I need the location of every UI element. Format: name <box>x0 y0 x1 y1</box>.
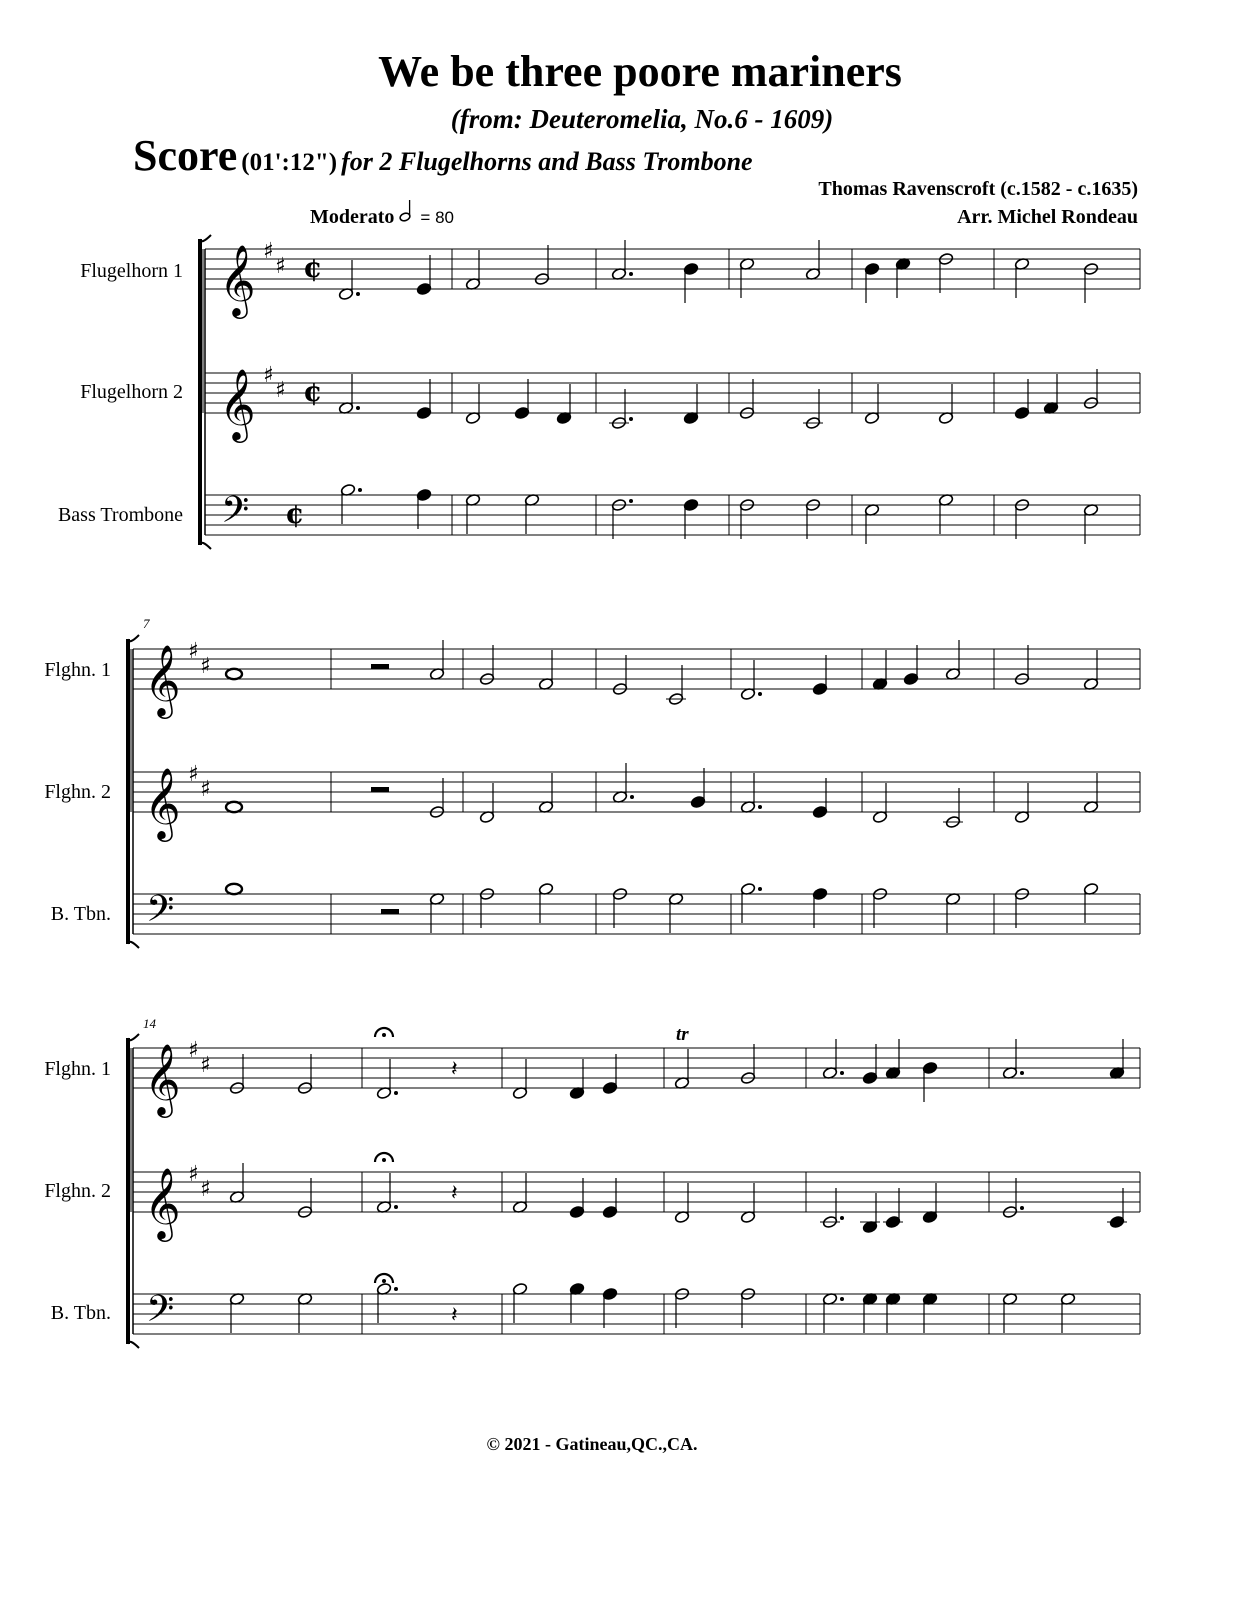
trombone-note <box>1014 498 1030 539</box>
flugelhorn2-note <box>1083 773 1099 814</box>
staff-2-1 <box>133 639 1140 719</box>
staff-3-3 <box>133 1288 1140 1339</box>
trombone-note <box>416 488 432 529</box>
flugelhorn2-note <box>812 778 828 819</box>
flugelhorn1-note <box>465 250 481 291</box>
flugelhorn1-note <box>1002 1039 1024 1080</box>
treble-clef-icon: 𝄞 <box>144 1166 181 1239</box>
system-3 <box>128 1034 1140 1348</box>
flugelhorn1-note <box>538 650 554 691</box>
sharp-icon: ♯ <box>188 1038 199 1063</box>
label-btbn-sys2: B. Tbn. <box>50 903 111 925</box>
label-flghn-1-sys3: Flghn. 1 <box>44 1058 111 1080</box>
sharp-icon: ♯ <box>200 1053 211 1078</box>
flugelhorn1-note <box>1109 1039 1125 1080</box>
flugelhorn1-note <box>822 1039 844 1080</box>
trombone-note <box>674 1287 690 1328</box>
cut-time-icon: ¢ <box>285 497 305 530</box>
staff-2-3 <box>133 888 1140 939</box>
half-rest-icon <box>381 909 399 914</box>
trombone-note <box>569 1282 585 1323</box>
dot <box>1020 1206 1024 1210</box>
measure-number-14: 14 <box>143 1016 156 1031</box>
trombone-note <box>340 483 362 524</box>
fermata-dot <box>382 1033 386 1037</box>
flugelhorn2-note <box>297 1178 313 1219</box>
flugelhorn1-note <box>376 1059 398 1100</box>
flugelhorn2-note <box>860 1193 880 1234</box>
tempo-text: Moderato <box>310 206 395 228</box>
label-flghn-2-sys3: Flghn. 2 <box>44 1180 111 1202</box>
flugelhorn2-note <box>943 788 963 829</box>
dot <box>358 488 362 492</box>
trombone-note <box>429 892 445 933</box>
treble-clef-icon: 𝄞 <box>219 367 256 440</box>
trombone-note <box>739 498 755 539</box>
dot <box>840 1071 844 1075</box>
dot <box>758 887 762 891</box>
flugelhorn2-note <box>538 773 554 814</box>
trombone-note <box>538 882 554 923</box>
flugelhorn1-note <box>569 1059 585 1100</box>
flugelhorn1-note <box>416 255 432 296</box>
flugelhorn2-note <box>416 379 432 420</box>
flugelhorn2-note <box>683 384 699 425</box>
trombone-note <box>1083 503 1099 544</box>
half-rest-icon <box>371 664 389 669</box>
trombone-note <box>1083 882 1099 923</box>
flugelhorn2-note <box>376 1173 398 1214</box>
treble-clef-icon: 𝄞 <box>219 243 256 316</box>
score-title: We be three poore mariners <box>378 47 902 96</box>
bass-clef-icon: 𝄢 <box>146 888 175 939</box>
label-flugelhorn-1: Flugelhorn 1 <box>80 260 183 282</box>
measure-number-7: 7 <box>143 616 150 631</box>
flugelhorn2-note <box>864 384 880 425</box>
flugelhorn2-note <box>338 374 360 415</box>
trombone-note <box>1060 1292 1076 1333</box>
flugelhorn1-note <box>739 257 755 298</box>
flugelhorn1-note <box>1014 645 1030 686</box>
flugelhorn2-note <box>739 379 755 420</box>
sharp-icon: ♯ <box>200 777 211 802</box>
trombone-note <box>683 498 699 539</box>
flugelhorn2-note <box>479 783 495 824</box>
flugelhorn2-note <box>883 1188 903 1229</box>
score-subtitle: (from: Deuteromelia, No.6 - 1609) <box>450 104 834 134</box>
staff-1-1 <box>205 239 1140 319</box>
staff-3-1 <box>133 1038 1140 1118</box>
flugelhorn1-note <box>512 1059 528 1100</box>
flugelhorn2-note <box>465 384 481 425</box>
sharp-icon: ♯ <box>275 254 286 279</box>
flugelhorn2-note <box>512 1173 528 1214</box>
instrumentation: for 2 Flugelhorns and Bass Trombone <box>341 147 753 176</box>
flugelhorn1-note <box>740 660 762 701</box>
flugelhorn1-note <box>872 650 888 691</box>
staff-systems <box>128 235 1140 1348</box>
flugelhorn2-note <box>514 379 530 420</box>
flugelhorn1-note <box>479 645 495 686</box>
dot <box>394 1287 398 1291</box>
flugelhorn2-note <box>229 1163 245 1204</box>
flugelhorn2-note <box>938 384 954 425</box>
notehead <box>226 802 242 812</box>
flugelhorn1-note <box>922 1061 938 1102</box>
duration: (01':12") <box>241 149 338 176</box>
quarter-rest-icon: 𝄽 <box>451 1057 458 1082</box>
flugelhorn2-note <box>803 389 823 430</box>
flugelhorn2-note <box>1083 369 1099 410</box>
label-flghn-1-sys2: Flghn. 1 <box>44 659 111 681</box>
flugelhorn2-note <box>740 1183 756 1224</box>
dot <box>629 499 633 503</box>
trombone-note <box>885 1292 901 1333</box>
dot <box>356 292 360 296</box>
trombone-note <box>862 1292 878 1333</box>
quarter-rest-icon: 𝄽 <box>451 1181 458 1206</box>
dot <box>356 406 360 410</box>
trombone-note <box>376 1282 398 1323</box>
flugelhorn2-note <box>872 783 888 824</box>
trombone-note <box>922 1292 938 1333</box>
notehead <box>226 669 242 679</box>
flugelhorn2-note <box>602 1178 618 1219</box>
flugelhorn2-note <box>690 768 706 809</box>
flugelhorn1-note <box>805 240 821 281</box>
sharp-icon: ♯ <box>200 654 211 679</box>
dot <box>840 1216 844 1220</box>
trombone-note <box>668 892 684 933</box>
flugelhorn2-note <box>609 389 633 430</box>
staff-1-3 <box>205 489 1140 540</box>
fermata-dot <box>382 1279 386 1283</box>
flugelhorn1-note <box>429 640 445 681</box>
sharp-icon: ♯ <box>263 363 274 388</box>
dot <box>630 795 634 799</box>
notehead <box>226 884 242 894</box>
dot <box>629 272 633 276</box>
label-flugelhorn-2: Flugelhorn 2 <box>80 381 183 403</box>
treble-clef-icon: 𝄞 <box>144 1042 181 1115</box>
flugelhorn2-note <box>820 1188 844 1229</box>
cut-time-icon: ¢ <box>303 375 323 408</box>
flugelhorn1-note <box>1014 257 1030 298</box>
trombone-note <box>1014 887 1030 928</box>
flugelhorn1-note <box>938 252 954 293</box>
sharp-icon: ♯ <box>263 239 274 264</box>
trombone-note <box>479 887 495 928</box>
flugelhorn1-note <box>226 669 242 679</box>
flugelhorn1-note <box>229 1054 245 1095</box>
score-word: Score <box>133 131 238 180</box>
composer: Thomas Ravenscroft (c.1582 - c.1635) <box>818 178 1138 200</box>
flugelhorn1-note <box>885 1039 901 1080</box>
trombone-note <box>602 1287 618 1328</box>
flugelhorn1-note <box>895 257 911 298</box>
treble-clef-icon: 𝄞 <box>144 643 181 716</box>
flugelhorn1-note <box>674 1049 690 1090</box>
trombone-note <box>945 892 961 933</box>
flugelhorn1-note <box>666 665 686 706</box>
flugelhorn2-note <box>226 802 242 812</box>
flugelhorn2-note <box>922 1183 938 1224</box>
flugelhorn2-note <box>1014 783 1030 824</box>
trombone-note <box>297 1292 313 1333</box>
flugelhorn1-note <box>945 640 961 681</box>
fermata-dot <box>382 1158 386 1162</box>
label-btbn-sys3: B. Tbn. <box>50 1302 111 1324</box>
flugelhorn1-note <box>740 1044 756 1085</box>
dot <box>394 1091 398 1095</box>
arranger: Arr. Michel Rondeau <box>957 206 1138 228</box>
trombone-note <box>822 1292 844 1333</box>
sharp-icon: ♯ <box>188 639 199 664</box>
trombone-note <box>226 884 242 894</box>
dot <box>1020 1071 1024 1075</box>
flugelhorn1-note <box>862 1044 878 1085</box>
flugelhorn1-note <box>903 645 919 686</box>
label-bass-trombone: Bass Trombone <box>57 504 183 526</box>
flugelhorn2-note <box>556 384 572 425</box>
flugelhorn2-note <box>740 773 762 814</box>
trill-mark: tr <box>676 1024 689 1045</box>
staff-3-2 <box>133 1162 1140 1242</box>
flugelhorn1-note <box>602 1054 618 1095</box>
sharp-icon: ♯ <box>188 1162 199 1187</box>
system-1 <box>200 235 1140 549</box>
trombone-note <box>611 498 633 539</box>
trombone-note <box>612 887 628 928</box>
bass-clef-icon: 𝄢 <box>146 1288 175 1339</box>
staff-2-2 <box>133 762 1140 842</box>
trombone-note <box>872 887 888 928</box>
dot <box>758 692 762 696</box>
trombone-note <box>524 493 540 534</box>
flugelhorn1-note <box>297 1054 313 1095</box>
trombone-note <box>938 493 954 534</box>
label-flghn-2-sys2: Flghn. 2 <box>44 781 111 803</box>
trombone-note <box>229 1292 245 1333</box>
trombone-note <box>740 1287 756 1328</box>
flugelhorn1-note <box>812 655 828 696</box>
system-2 <box>128 635 1140 948</box>
dot <box>394 1205 398 1209</box>
flugelhorn2-note <box>1107 1188 1127 1229</box>
trombone-note <box>465 493 481 534</box>
cut-time-icon: ¢ <box>303 251 323 284</box>
trombone-note <box>864 503 880 544</box>
flugelhorn2-note <box>569 1178 585 1219</box>
trombone-note <box>1002 1292 1018 1333</box>
flugelhorn2-note <box>429 778 445 819</box>
copyright: © 2021 - Gatineau,QC.,CA. <box>486 1434 698 1454</box>
sharp-icon: ♯ <box>275 378 286 403</box>
sharp-icon: ♯ <box>200 1177 211 1202</box>
trombone-note <box>812 887 828 928</box>
dot <box>840 1297 844 1301</box>
flugelhorn1-note <box>1083 262 1099 303</box>
sharp-icon: ♯ <box>188 762 199 787</box>
dot <box>758 805 762 809</box>
flugelhorn1-note <box>611 240 633 281</box>
flugelhorn2-note <box>1043 374 1059 415</box>
flugelhorn2-note <box>612 763 634 804</box>
quarter-rest-icon: 𝄽 <box>451 1303 458 1328</box>
flugelhorn2-note <box>674 1183 690 1224</box>
flugelhorn1-note <box>338 260 360 301</box>
dot <box>629 417 633 421</box>
flugelhorn1-note <box>864 262 880 303</box>
flugelhorn1-note <box>612 655 628 696</box>
treble-clef-icon: 𝄞 <box>144 766 181 839</box>
flugelhorn1-note <box>683 262 699 303</box>
half-rest-icon <box>371 787 389 792</box>
trombone-note <box>512 1282 528 1323</box>
flugelhorn1-note <box>1083 650 1099 691</box>
flugelhorn2-note <box>1014 379 1030 420</box>
flugelhorn2-note <box>1002 1178 1024 1219</box>
flugelhorn1-note <box>534 245 550 286</box>
tempo-bpm: = 80 <box>420 208 454 227</box>
bass-clef-icon: 𝄢 <box>221 489 250 540</box>
trombone-note <box>805 498 821 539</box>
trombone-note <box>740 882 762 923</box>
